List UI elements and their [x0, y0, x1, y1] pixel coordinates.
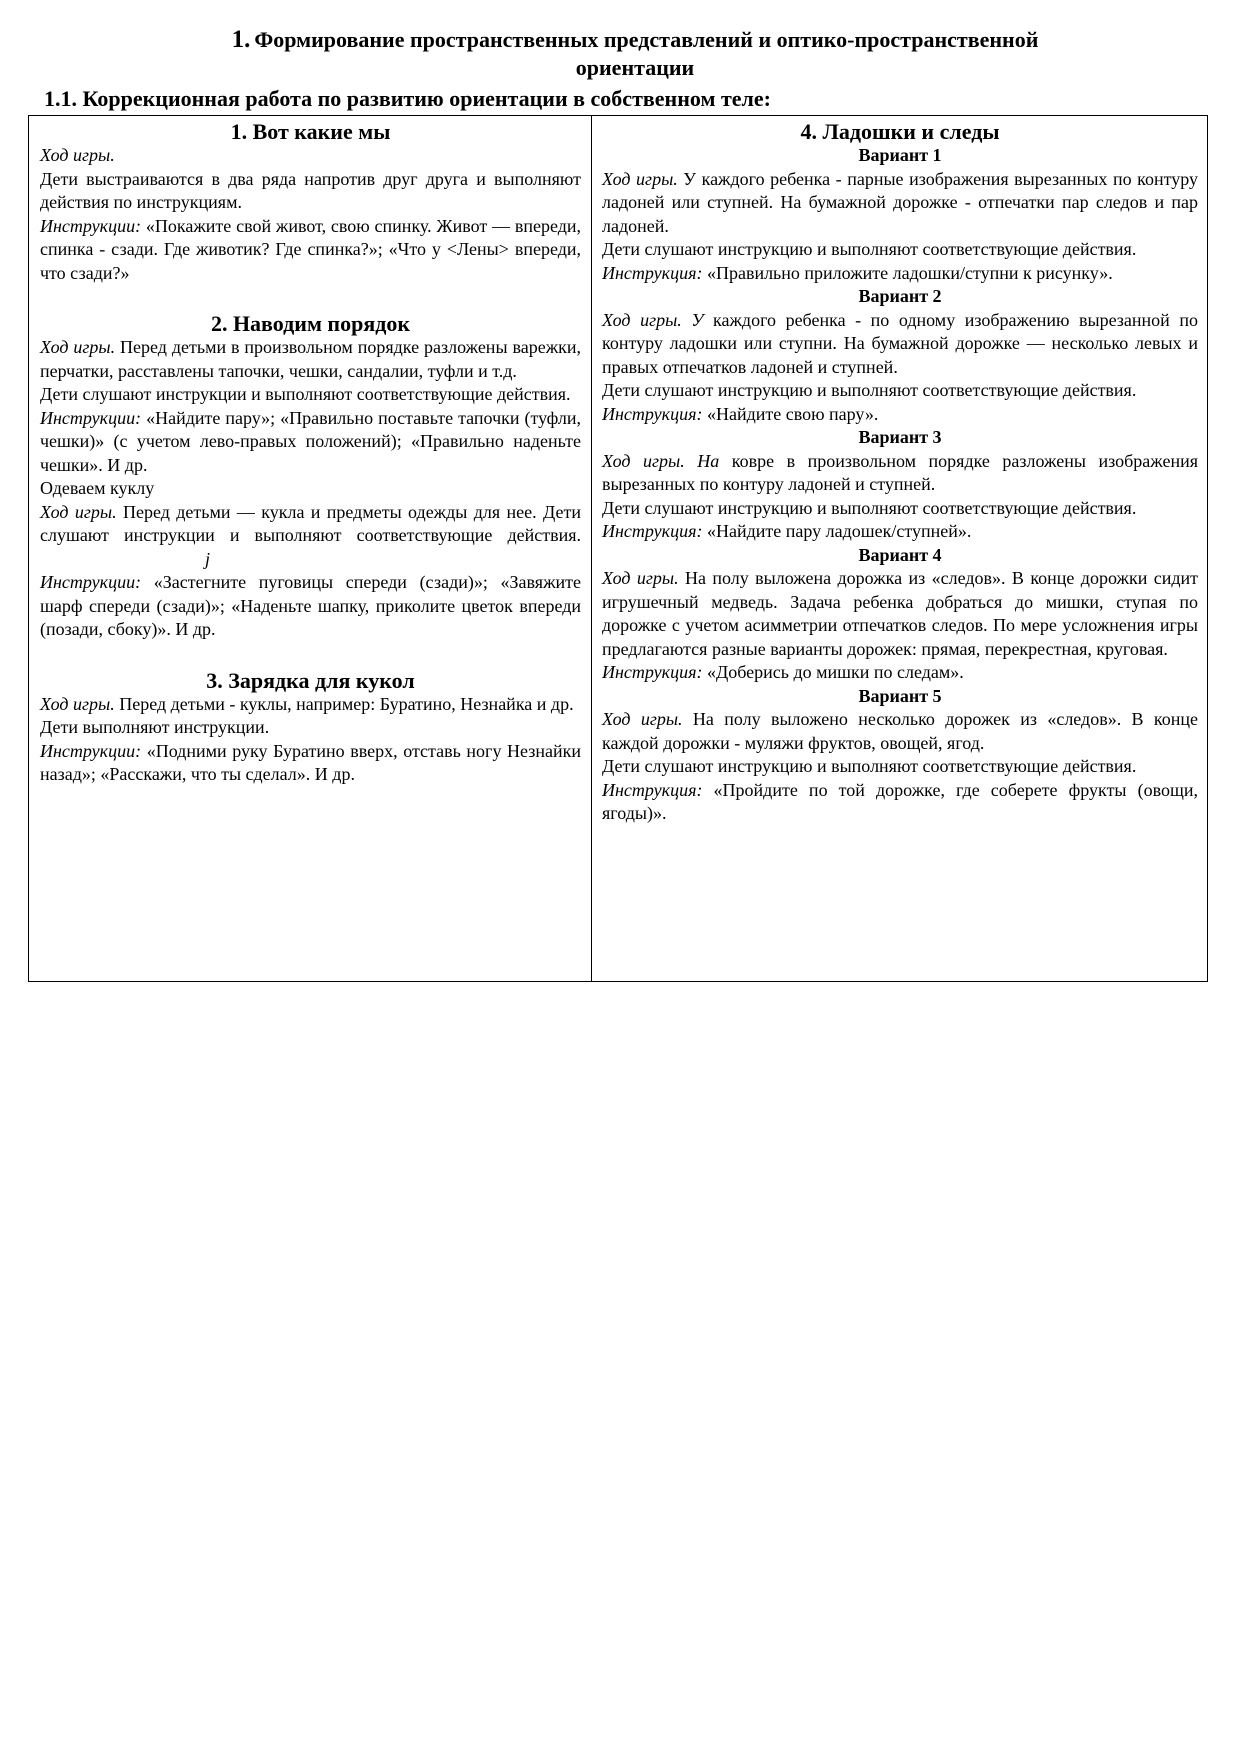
title-number: 1. — [231, 26, 251, 53]
variant-title: Вариант 1 — [858, 145, 942, 165]
game-2 — [40, 311, 581, 642]
variant-description: Дети слушают инструкцию и выполняют соответствующие действия. — [602, 497, 1137, 518]
instruction-paragraph — [602, 520, 1198, 544]
course-paragraph — [602, 567, 1198, 661]
variant-5 — [602, 685, 1198, 826]
instructions-label: Инструкции: — [40, 215, 142, 236]
course-label: Ход игры. — [602, 568, 679, 588]
instruction-paragraph — [602, 403, 1198, 427]
section-subtitle: 1.1. Коррекционная работа по развитию ориентации в собственном теле: — [44, 86, 771, 111]
course-label: Ход игры. На — [602, 450, 720, 471]
instructions-label: Инструкции: — [40, 407, 142, 428]
course-text: Перед детьми - куклы, например: Буратино, Незнайка и др. — [114, 693, 574, 714]
game-description: Дети выстраиваются в два ряда напротив друг друга и выполняют действия по инструкциям. — [40, 168, 581, 212]
variant-3 — [602, 426, 1198, 544]
instruction-paragraph — [602, 661, 1198, 685]
game-heading: 3. Зарядка для кукол — [206, 667, 415, 693]
stray-mark: j — [205, 548, 211, 569]
title-line-2: ориентации — [575, 55, 695, 80]
instruction-text: «Правильно приложите ладошки/ступни к рисунку». — [702, 262, 1113, 283]
subgame-title: Одеваем куклу — [40, 478, 155, 498]
course-paragraph — [40, 336, 581, 383]
instructions-label: Инструкции: — [40, 740, 142, 761]
course-label: Ход игры. — [40, 145, 115, 165]
instruction-paragraph — [602, 779, 1198, 826]
course-paragraph — [602, 309, 1198, 380]
instruction-label: Инструкция: — [602, 403, 703, 424]
document-title — [150, 26, 1120, 82]
game-heading: 4. Ладошки и следы — [800, 119, 1000, 144]
instruction-label: Инструкция: — [602, 662, 703, 682]
instructions-text: «Застегните пуговицы спереди (сзади)»; «Завяжите шарф спереди (сзади)»; «Наденьте шапку, приколите цветок впереди (позади, сбоку)». И др. — [40, 572, 581, 639]
game-4 — [602, 119, 1198, 826]
course-text: Перед детьми — кукла и предметы одежды для нее. Дети слушают инструкции и выполняют соответствующие действия. — [40, 501, 582, 545]
course-text: Перед детьми в произвольном порядке разложены варежки, перчатки, расставлены тапочки, чешки, сандалии, туфли и т.д. — [40, 337, 582, 381]
variant-description: Дети слушают инструкцию и выполняют соответствующие действия. — [602, 756, 1137, 776]
instructions-paragraph — [40, 215, 581, 286]
course-label: Ход игры. — [602, 168, 678, 189]
instruction-text: «Найдите пару ладошек/ступней». — [702, 521, 972, 541]
game-heading: 1. Вот какие мы — [230, 119, 391, 144]
title-line-1: Формирование пространственных представлений и оптико-пространственной — [254, 27, 1039, 52]
course-paragraph — [40, 693, 581, 717]
variant-description: Дети слушают инструкцию и выполняют соответствующие действия. — [602, 380, 1137, 400]
instruction-label: Инструкция: — [602, 779, 703, 800]
course-label: Ход игры. — [40, 501, 117, 522]
variant-4 — [602, 544, 1198, 685]
instruction-label: Инструкция: — [602, 262, 703, 283]
spacer — [40, 642, 581, 665]
variant-title: Вариант 2 — [858, 286, 942, 306]
game-3 — [40, 668, 581, 787]
game-1 — [40, 119, 581, 285]
game-description: Дети выполняют инструкции. — [40, 717, 270, 737]
subgame-instructions-paragraph — [40, 571, 581, 642]
left-column — [29, 116, 592, 981]
variant-description: Дети слушают инструкцию и выполняют соответствующие действия. — [602, 239, 1137, 259]
spacer — [40, 285, 581, 308]
variant-title: Вариант 4 — [858, 544, 942, 565]
instructions-paragraph — [40, 740, 581, 787]
course-text: ковре в произвольном порядке разложены изображения вырезанных по контуру ладоней и ступней. — [602, 450, 1198, 494]
instruction-paragraph — [602, 262, 1198, 286]
instruction-label: Инструкция: — [602, 521, 703, 541]
instructions-label: Инструкции: — [40, 572, 142, 592]
course-paragraph — [602, 708, 1198, 755]
instruction-text: «Найдите свою пару». — [702, 403, 879, 424]
subgame-course-paragraph — [40, 501, 581, 572]
game-heading: 2. Наводим порядок — [210, 311, 411, 336]
instruction-text: «Доберись до мишки по следам». — [702, 662, 964, 682]
course-label: Ход игры. — [40, 693, 115, 714]
games-table — [28, 115, 1208, 982]
variant-2 — [602, 285, 1198, 426]
variant-title: Вариант 5 — [858, 685, 942, 706]
instructions-text: «Подними руку Буратино вверх, отставь ногу Незнайки назад»; «Расскажи, что ты сделал». И др. — [40, 740, 581, 784]
instructions-text: «Найдите пару»; «Правильно поставьте тапочки (туфли, чешки)» (с учетом лево-правых положений); «Правильно наденьте чешки». И др. — [40, 407, 581, 475]
course-label: Ход игры. У — [602, 309, 704, 330]
variant-1 — [602, 144, 1198, 285]
game-description: Дети слушают инструкции и выполняют соответствующие действия. — [40, 384, 571, 404]
instruction-text: «Пройдите по той дорожке, где соберете фрукты (овощи, ягоды)». — [602, 779, 1198, 823]
instructions-text: «Покажите свой живот, свою спинку. Живот — впереди, спинка - сзади. Где животик? Где спинка?»; «Что у <Лены> впереди, что сзади?» — [40, 215, 581, 283]
course-text: На полу выложена дорожка из «следов». В конце дорожки сидит игрушечный медведь. Задача ребенка добраться до мишки, ступая по дорожке с учетом асимметрии отпечатков следов. По мере усложнения игры предлагаются разные варианты дорожек: прямая, перекрестная, круговая. — [602, 568, 1199, 659]
instructions-paragraph — [40, 407, 581, 478]
course-paragraph — [602, 450, 1198, 497]
course-text: каждого ребенка - по одному изображению вырезанной по контуру ладошки или ступни. На бумажной дорожке — несколько левых и правых отпечатков ладоней и ступней. — [602, 309, 1198, 377]
right-column — [592, 116, 1207, 981]
course-paragraph — [602, 168, 1198, 239]
course-text: У каждого ребенка - парные изображения вырезанных по контуру ладоней или ступней. На бумажной дорожке - отпечатки пар следов и пар ладоней. — [602, 168, 1198, 236]
course-text: На полу выложено несколько дорожек из «следов». В конце каждой дорожки - муляжи фруктов, овощей, ягод. — [602, 709, 1198, 753]
course-label: Ход игры. — [602, 709, 683, 729]
course-label: Ход игры. — [40, 337, 116, 357]
variant-title: Вариант 3 — [858, 427, 942, 447]
